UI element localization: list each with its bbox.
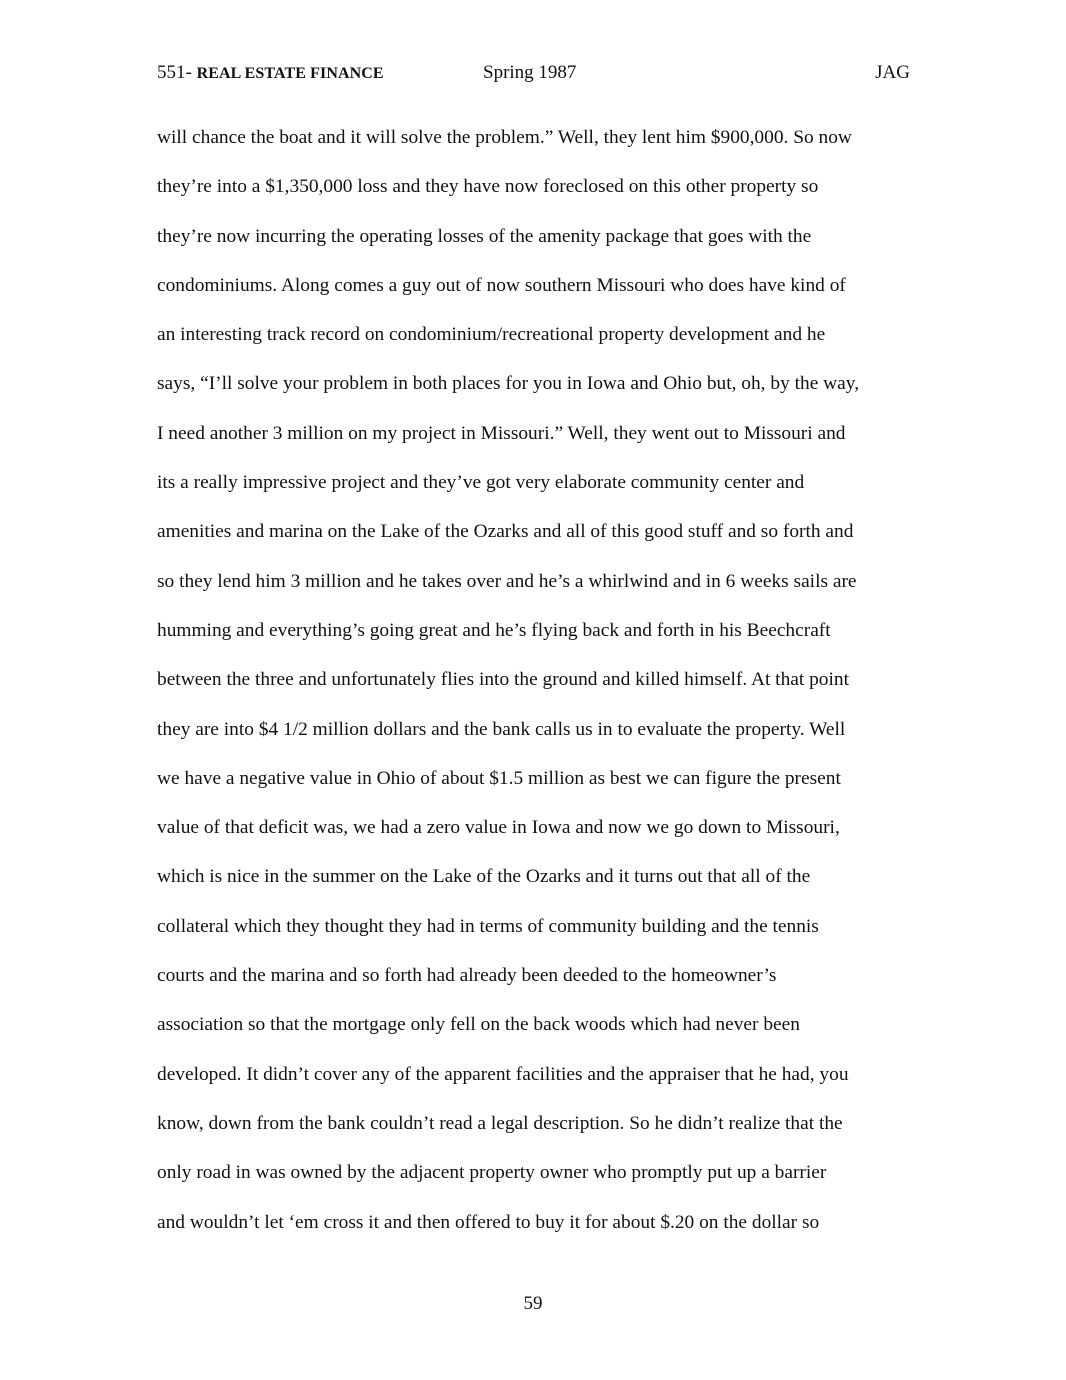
text-line: courts and the marina and so forth had already been deeded to the homeowner’s [157,965,777,987]
text-line: they are into $4 1/2 million dollars and the bank calls us in to evaluate the property. Well [157,718,846,740]
text-line: its a really impressive project and they’ve got very elaborate community center and [157,472,805,494]
text-line: I need another 3 million on my project in Missouri.” Well, they went out to Missouri and [157,422,846,444]
course-title: REAL ESTATE FINANCE [196,65,384,82]
course-label [157,62,384,84]
text-line: value of that deficit was, we had a zero value in Iowa and now we go down to Missouri, [157,817,840,839]
text-line: only road in was owned by the adjacent property owner who promptly put up a barrier [157,1162,827,1184]
page-header [157,62,910,90]
text-line: says, “I’ll solve your problem in both places for you in Iowa and Ohio but, oh, by the way, [157,373,860,395]
text-line: amenities and marina on the Lake of the Ozarks and all of this good stuff and so forth and [157,521,854,543]
text-line: know, down from the bank couldn’t read a legal description. So he didn’t realize that the [157,1112,843,1134]
text-line: between the three and unfortunately flies into the ground and killed himself. At that point [157,669,849,691]
text-line: will chance the boat and it will solve the problem.” Well, they lent him $900,000. So now [157,127,852,148]
text-line: developed. It didn’t cover any of the apparent facilities and the appraiser that he had, you [157,1063,849,1085]
text-line: they’re into a $1,350,000 loss and they have now foreclosed on this other property so [157,176,819,198]
text-line: and wouldn’t let ‘em cross it and then offered to buy it for about $.20 on the dollar so [157,1211,820,1233]
text-line: they’re now incurring the operating losses of the amenity package that goes with the [157,225,812,247]
text-line: so they lend him 3 million and he takes over and he’s a whirlwind and in 6 weeks sails are [157,570,857,592]
page-number: 59 [523,1293,543,1314]
text-line: collateral which they thought they had in terms of community building and the tennis [157,915,819,937]
text-line: an interesting track record on condominium/recreational property development and he [157,324,826,346]
text-line: humming and everything’s going great and he’s flying back and forth in his Beechcraft [157,619,831,641]
text-line: association so that the mortgage only fell on the back woods which had never been [157,1014,800,1036]
text-line: which is nice in the summer on the Lake of the Ozarks and it turns out that all of the [157,866,811,888]
author-initials: JAG [875,62,910,83]
transcript-body [157,122,917,1256]
course-number: 551- [157,62,192,83]
term-label: Spring 1987 [483,62,577,83]
text-line: condominiums. Along comes a guy out of now southern Missouri who does have kind of [157,274,846,296]
text-line: we have a negative value in Ohio of about $1.5 million as best we can figure the present [157,767,841,789]
